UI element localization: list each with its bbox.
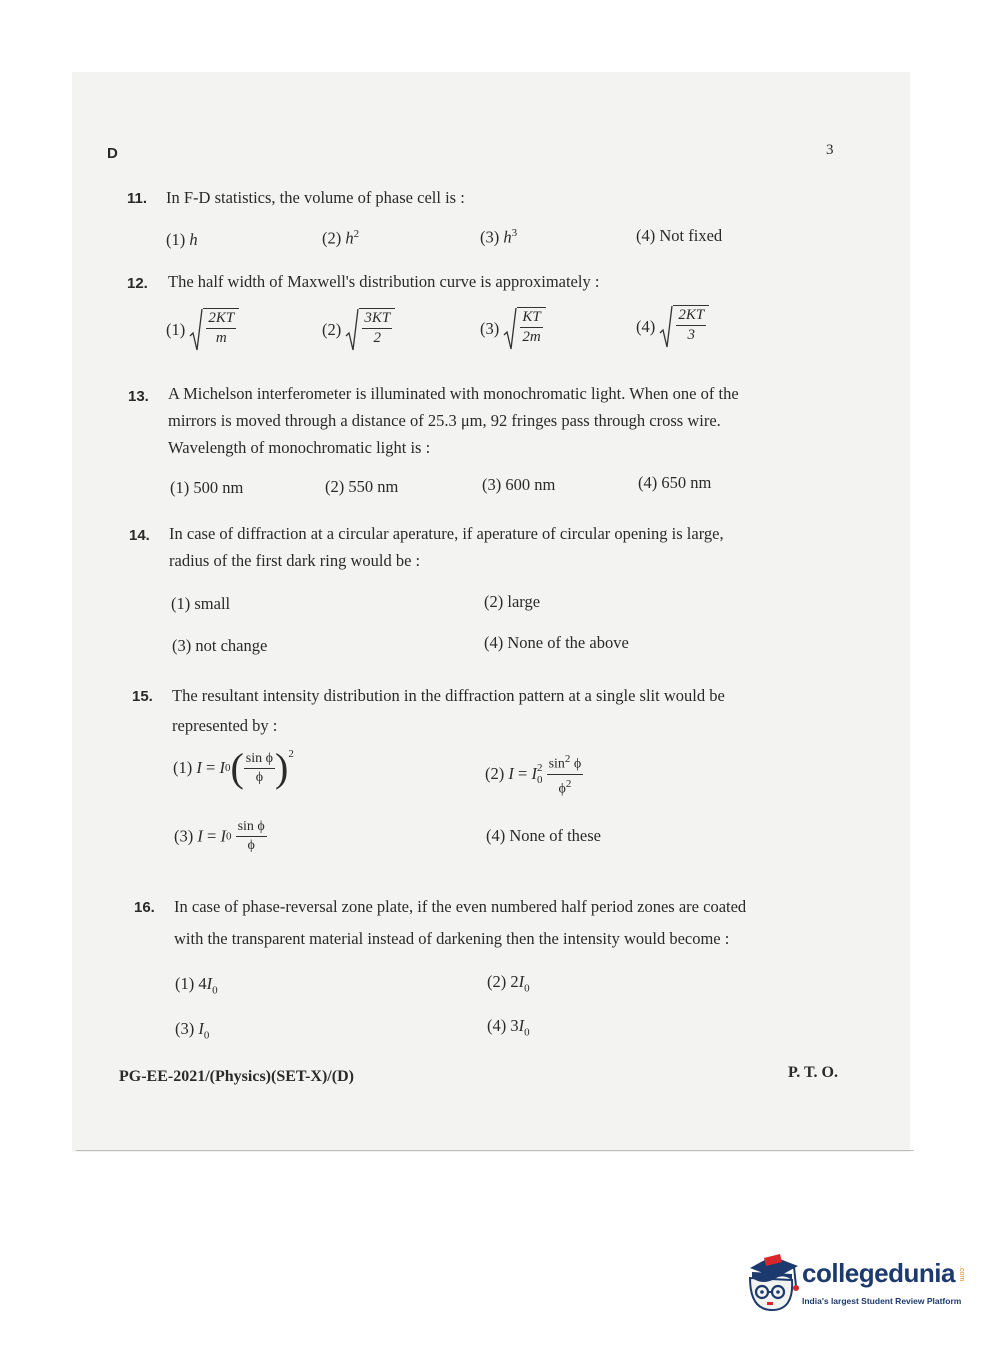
radical: $\frac{KT}{2m}$ bbox=[503, 307, 545, 351]
option-3: (3) 600 nm bbox=[482, 475, 556, 494]
option-4: (4) $3I_0$ bbox=[487, 1016, 530, 1039]
option-1: (1) $4I_0$ bbox=[175, 974, 218, 997]
question-number: 11. bbox=[127, 190, 148, 207]
question-number: 13. bbox=[128, 388, 149, 405]
option-3: (3) $I_0$ bbox=[175, 1019, 210, 1042]
option-1: (1) h bbox=[166, 230, 198, 249]
option-2: (2) $\frac{3KT}{2}$ bbox=[322, 308, 395, 352]
question-number: 14. bbox=[129, 527, 150, 544]
question-number: 15. bbox=[132, 688, 153, 705]
option-4: (4) $\frac{2KT}{3}$ bbox=[636, 305, 709, 349]
question-text: A Michelson interferometer is illuminated with monochromatic light. When one of the mirrors is moved through a distance of 25.3 μm, 92 fringes pass through cross wire. Wavelength of monochromatic light is : bbox=[168, 384, 739, 457]
paper-code: PG-EE-2021/(Physics)(SET-X)/(D) bbox=[119, 1068, 354, 1085]
question-text: In case of phase-reversal zone plate, if the even numbered half period zones are coated with the transparent material instead of darkening then the intensity would become : bbox=[174, 897, 747, 948]
option-3: (3) $h^3$ bbox=[480, 227, 518, 247]
option-2: (2) $h^2$ bbox=[322, 228, 360, 248]
set-letter: D bbox=[107, 145, 118, 162]
question-number: 12. bbox=[127, 275, 148, 292]
option-2: (2) $2I_0$ bbox=[487, 972, 530, 995]
option-3: (3) $\frac{KT}{2m}$ bbox=[480, 307, 546, 351]
page-bottom-rule bbox=[76, 1150, 914, 1151]
question-text: In F-D statistics, the volume of phase cell is : bbox=[166, 188, 465, 207]
question-number: 16. bbox=[134, 899, 155, 916]
option-4: (4) Not fixed bbox=[636, 226, 723, 245]
collegedunia-logo bbox=[742, 1252, 972, 1316]
radical: $\frac{2KT}{m}$ bbox=[189, 308, 239, 352]
radical: $\frac{2KT}{3}$ bbox=[659, 305, 709, 349]
question-text: The half width of Maxwell's distribution curve is approximately : bbox=[168, 272, 600, 291]
option-1: (1) 500 nm bbox=[170, 478, 244, 497]
question-text: The resultant intensity distribution in the diffraction pattern at a single slit would be represented by : bbox=[172, 686, 725, 735]
mascot-icon bbox=[742, 1252, 802, 1316]
option-3: (3) I = I0 $\frac{\text{sin ϕ}}{\phi}$ bbox=[174, 819, 265, 853]
logo-tagline: India's largest Student Review Platform bbox=[802, 1296, 962, 1306]
logo-wordmark: collegedunia bbox=[802, 1258, 955, 1288]
option-4: (4) None of these bbox=[486, 826, 602, 845]
option-4: (4) None of the above bbox=[484, 633, 629, 652]
option-2: (2) 550 nm bbox=[325, 477, 399, 496]
option-3: (3) not change bbox=[172, 636, 268, 655]
please-turn-over: P. T. O. bbox=[788, 1064, 838, 1081]
option-1: (1) I = I0( $\frac{\text{sin ϕ}}{\phi}$ )$^2$ bbox=[173, 745, 294, 790]
logo-suffix: .com bbox=[958, 1266, 965, 1282]
radical: $\frac{3KT}{2}$ bbox=[345, 308, 395, 352]
option-1: (1) $\frac{2KT}{m}$ bbox=[166, 308, 239, 352]
option-2: (2) I = I 2 0 $\frac{\sin^2 \phi}{\phi^2}$ bbox=[485, 750, 583, 798]
option-1: (1) small bbox=[171, 594, 231, 613]
option-4: (4) 650 nm bbox=[638, 473, 712, 492]
question-text: In case of diffraction at a circular aperature, if aperature of circular opening is large, radius of the first dark ring would be : bbox=[169, 524, 724, 570]
page-number: 3 bbox=[826, 142, 834, 158]
option-2: (2) large bbox=[484, 592, 541, 611]
